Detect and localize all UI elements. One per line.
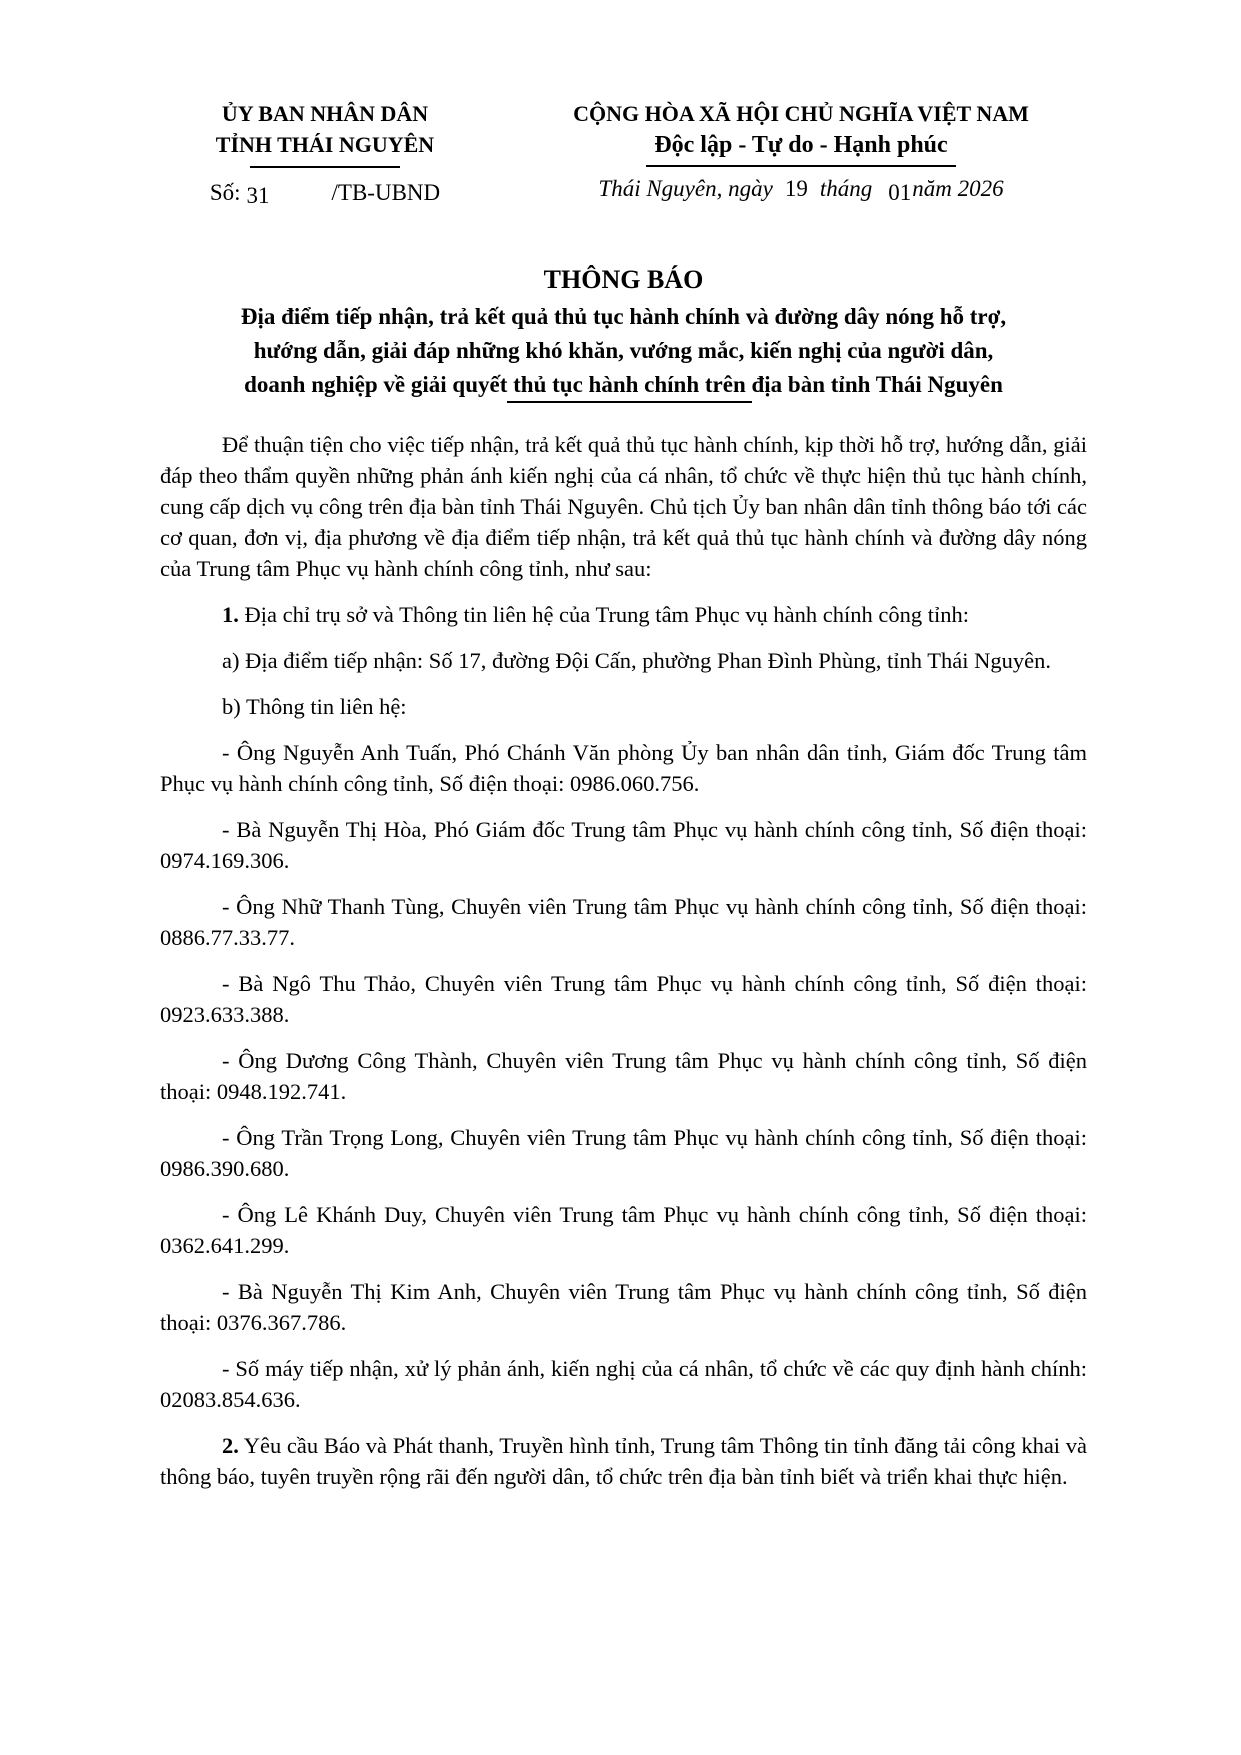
- title-block: [160, 264, 1087, 402]
- subtitle-line-3-pre: doanh nghiệp về giải quyết: [244, 372, 508, 397]
- document-body: [160, 429, 1087, 1492]
- issuing-org-name: ỦY BAN NHÂN DÂN: [221, 101, 429, 126]
- section-1-text: Địa chỉ trụ sở và Thông tin liên hệ của Trung tâm Phục vụ hành chính công tỉnh:: [238, 602, 970, 627]
- contact-entry: - Bà Ngô Thu Thảo, Chuyên viên Trung tâm Phục vụ hành chính công tỉnh, Số điện thoại: 0923.633.388.: [160, 971, 1087, 1027]
- section-1-heading: [160, 599, 1087, 630]
- hotline-entry: - Số máy tiếp nhận, xử lý phản ánh, kiến nghị của cá nhân, tổ chức về các quy định hành chính: 02083.854.636.: [160, 1356, 1087, 1412]
- contact-entry: - Ông Nhữ Thanh Tùng, Chuyên viên Trung tâm Phục vụ hành chính công tỉnh, Số điện thoại: 0886.77.33.77.: [160, 894, 1087, 950]
- date-month-value: 01: [888, 180, 912, 205]
- national-title: CỘNG HÒA XÃ HỘI CHỦ NGHĨA VIỆT NAM: [573, 101, 1029, 126]
- document-number-suffix: /TB-UBND: [331, 180, 441, 205]
- intro-paragraph: Để thuận tiện cho việc tiếp nhận, trả kết quả thủ tục hành chính, kịp thời hỗ trợ, hướng dẫn, giải đáp theo thẩm quyền những phản ánh kiến nghị của cá nhân, tổ chức về thực hiện thủ tục hành chính, cung cấp dịch vụ công trên địa bàn tỉnh Thái Nguyên. Chủ tịch Ủy ban nhân dân tỉnh thông báo tới các cơ quan, đơn vị, địa phương về địa điểm tiếp nhận, trả kết quả thủ tục hành chính và đường dây nóng của Trung tâm Phục vụ hành chính công tỉnh, như sau:: [160, 432, 1087, 581]
- issuing-org-province: TỈNH THÁI NGUYÊN: [215, 132, 435, 157]
- subtitle-line-3-post: địa bàn tỉnh Thái Nguyên: [751, 372, 1003, 397]
- date-day-value: 19: [784, 176, 808, 201]
- document-number-line: [160, 178, 490, 208]
- national-motto: Độc lập - Tự do - Hạnh phúc: [646, 129, 955, 167]
- contact-entry: - Ông Dương Công Thành, Chuyên viên Trung tâm Phục vụ hành chính công tỉnh, Số điện thoại: 0948.192.741.: [160, 1048, 1087, 1104]
- national-motto-block: [515, 98, 1087, 204]
- date-month-word: tháng: [819, 176, 873, 201]
- document-title: THÔNG BÁO: [543, 265, 704, 294]
- document-header: [160, 98, 1087, 208]
- item-b-contact-heading: b) Thông tin liên hệ:: [222, 694, 407, 719]
- section-2-number: 2.: [222, 1433, 239, 1458]
- subtitle-line-2: hướng dẫn, giải đáp những khó khăn, vướng mắc, kiến nghị của người dân,: [253, 338, 994, 363]
- item-a-address: a) Địa điểm tiếp nhận: Số 17, đường Đội Cấn, phường Phan Đình Phùng, tỉnh Thái Nguyên.: [222, 648, 1051, 673]
- place-date-prefix: Thái Nguyên, ngày: [598, 176, 773, 201]
- document-number-value: 31: [246, 183, 270, 208]
- contact-entry: - Bà Nguyễn Thị Kim Anh, Chuyên viên Trung tâm Phục vụ hành chính công tỉnh, Số điện thoại: 0376.367.786.: [160, 1279, 1087, 1335]
- national-motto-line: [515, 129, 1087, 167]
- contact-entry: - Ông Trần Trọng Long, Chuyên viên Trung tâm Phục vụ hành chính công tỉnh, Số điện thoại: 0986.390.680.: [160, 1125, 1087, 1181]
- document-subtitle: [160, 300, 1087, 402]
- section-1-number: 1.: [222, 602, 239, 627]
- section-2-text: Yêu cầu Báo và Phát thanh, Truyền hình tỉnh, Trung tâm Thông tin tỉnh đăng tải công khai và thông báo, tuyên truyền rộng rãi đến người dân, tổ chức trên địa bàn tỉnh biết và triển khai thực hiện.: [160, 1433, 1087, 1489]
- org-divider-rule: [250, 166, 400, 168]
- date-year-part: năm 2026: [912, 176, 1004, 201]
- document-number-label: Số:: [209, 180, 241, 205]
- contact-entry: - Ông Nguyễn Anh Tuấn, Phó Chánh Văn phòng Ủy ban nhân dân tỉnh, Giám đốc Trung tâm Phục vụ hành chính công tỉnh, Số điện thoại: 0986.060.756.: [160, 740, 1087, 796]
- issuing-org-block: [160, 98, 490, 208]
- subtitle-line-1: Địa điểm tiếp nhận, trả kết quả thủ tục hành chính và đường dây nóng hỗ trợ,: [240, 304, 1007, 329]
- place-date-line: [515, 174, 1087, 204]
- contact-entry: - Ông Lê Khánh Duy, Chuyên viên Trung tâm Phục vụ hành chính công tỉnh, Số điện thoại: 0362.641.299.: [160, 1202, 1087, 1258]
- subtitle-line-3-underlined: thủ tục hành chính trên: [507, 372, 751, 403]
- section-2-paragraph: [160, 1430, 1087, 1492]
- contact-entry: - Bà Nguyễn Thị Hòa, Phó Giám đốc Trung tâm Phục vụ hành chính công tỉnh, Số điện thoại: 0974.169.306.: [160, 817, 1087, 873]
- subtitle-line-3: [160, 368, 1087, 402]
